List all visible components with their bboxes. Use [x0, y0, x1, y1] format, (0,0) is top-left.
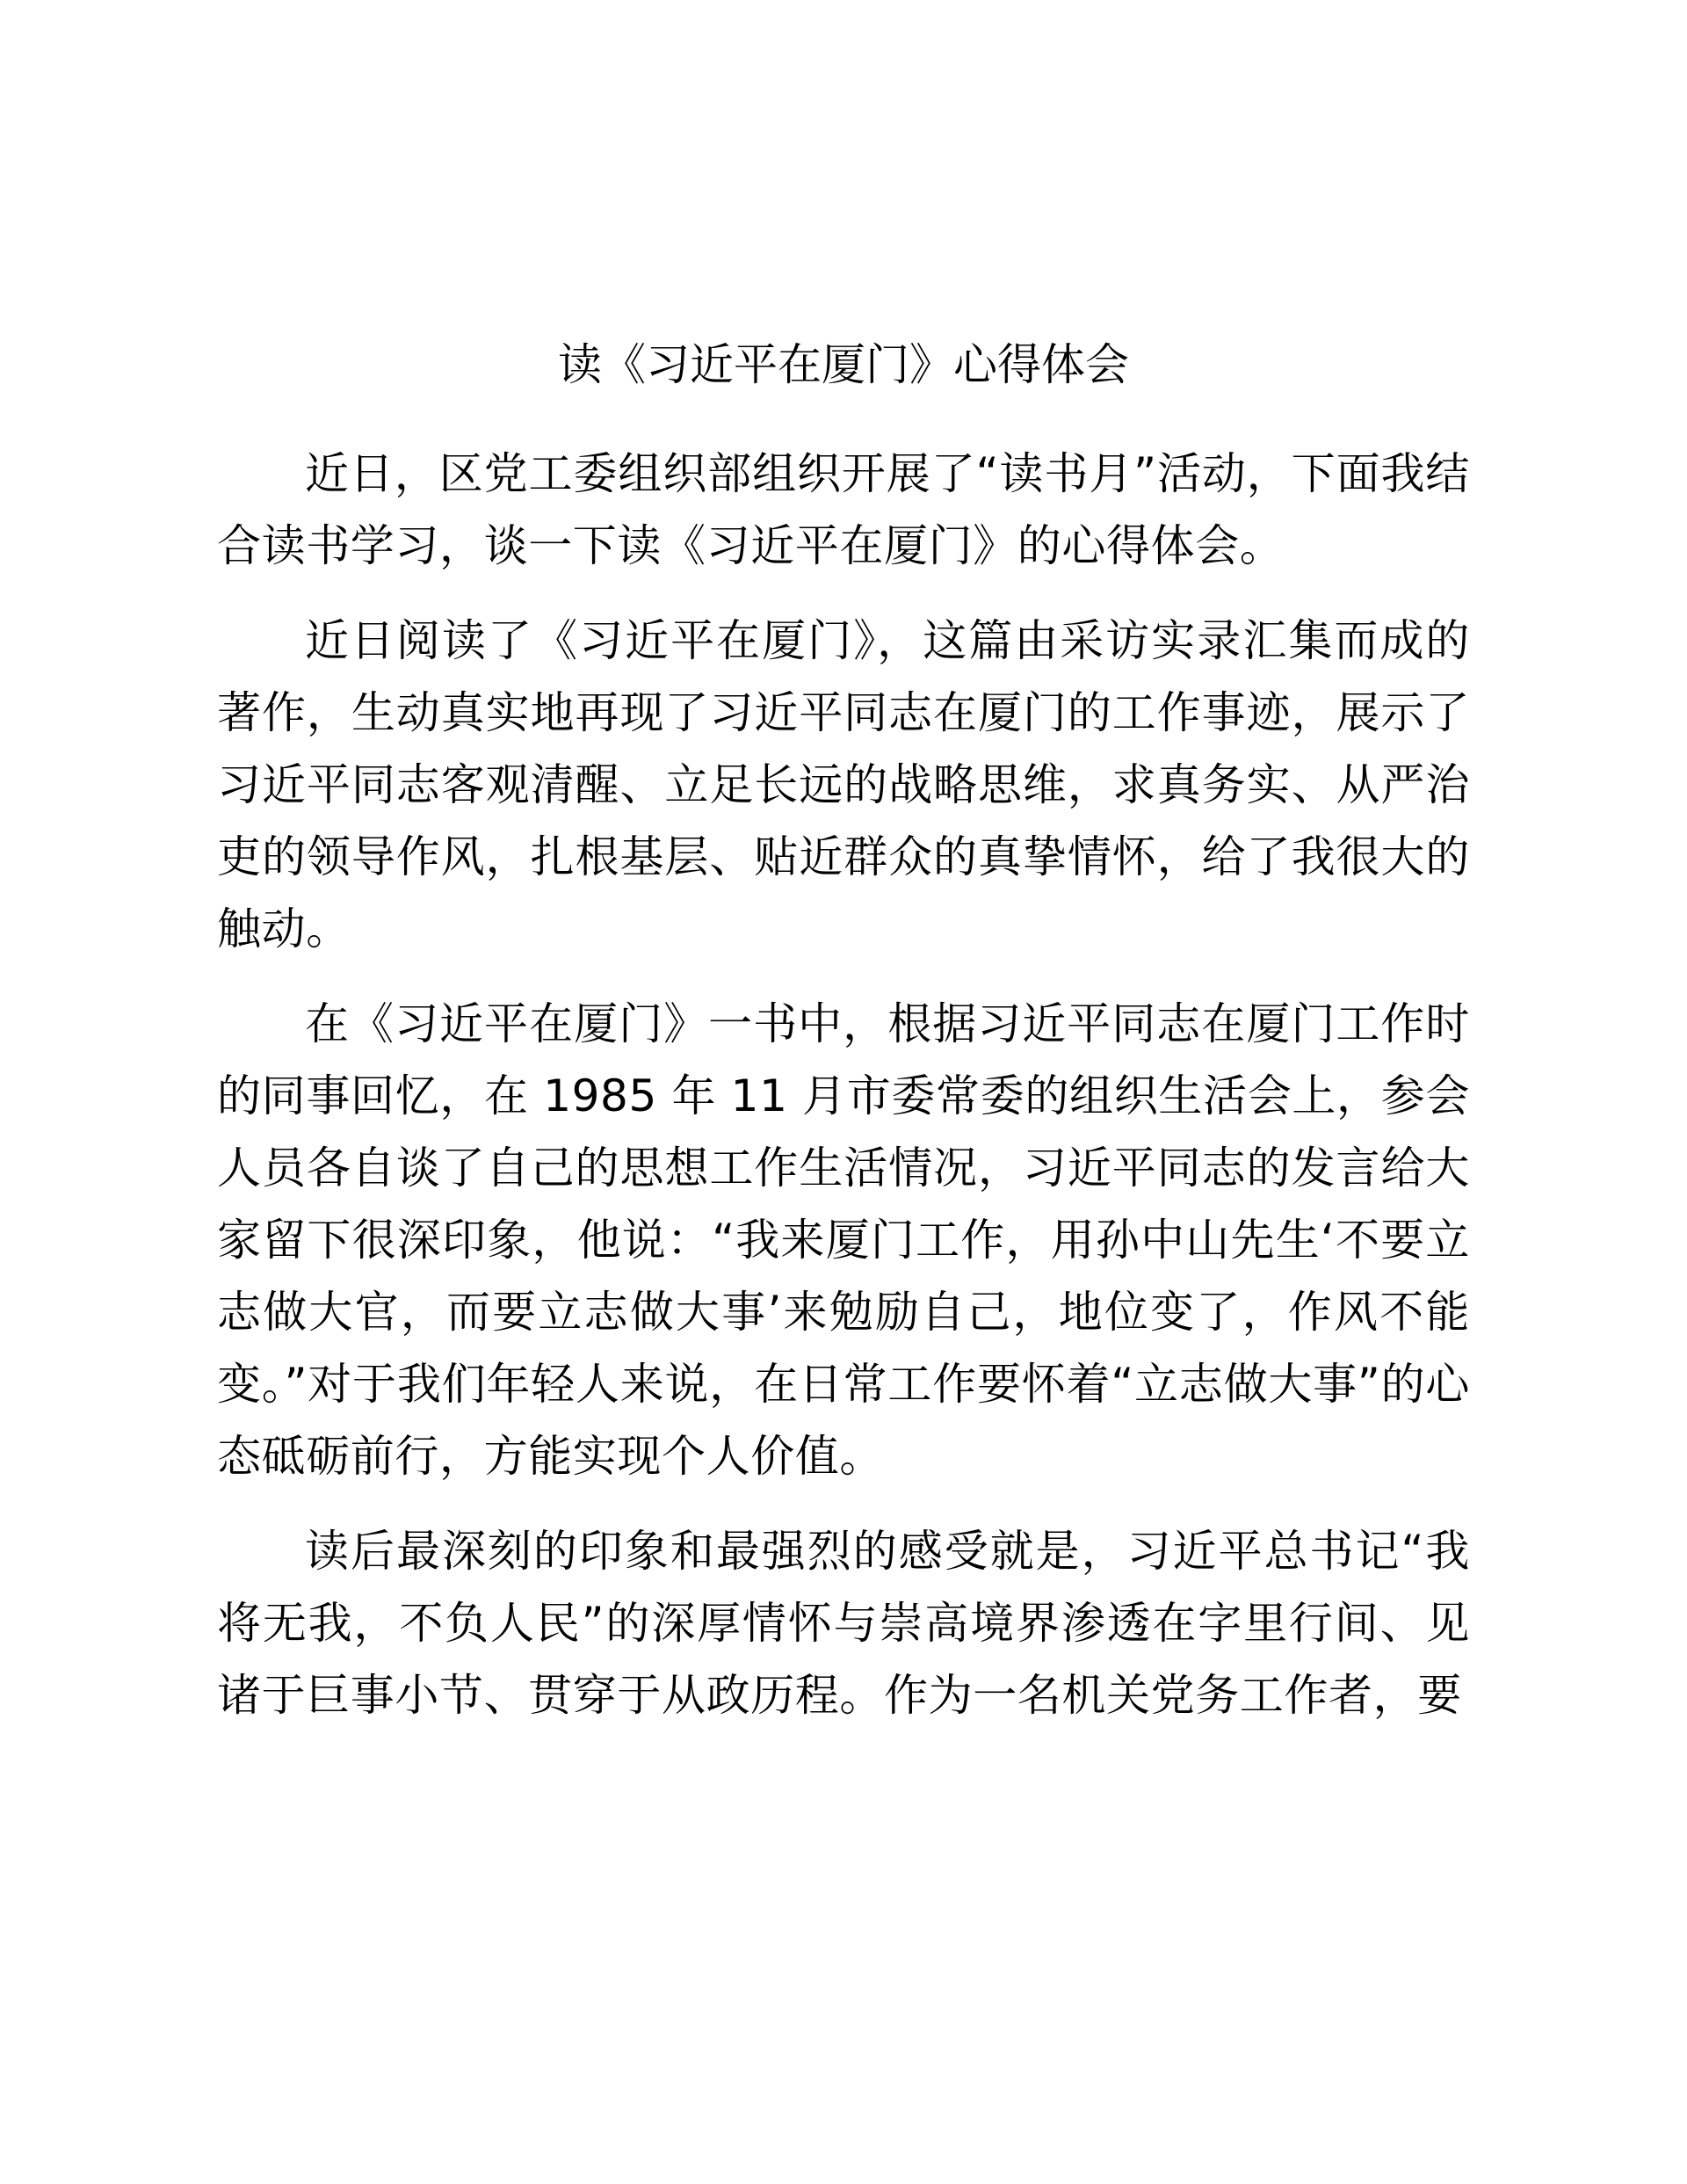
paragraph-4: 读后最深刻的印象和最强烈的感受就是，习近平总书记“我将无我，不负人民”的深厚情怀与崇高境界渗透在字里行间、见诸于巨事小节、贯穿于从政历程。作为一名机关党务工作者，要: [217, 1526, 1470, 1721]
paragraph-1: 近日，区党工委组织部组织开展了“读书月”活动，下面我结合读书学习，谈一下读《习近平在厦门》的心得体会。: [217, 448, 1470, 571]
document-body: [217, 438, 1470, 1754]
document-title: 读《习近平在厦门》心得体会: [558, 339, 1129, 390]
paragraph-3: 在《习近平在厦门》一书中，根据习近平同志在厦门工作时的同事回忆，在 1985 年 11 月市委常委的组织生活会上，参会人员各自谈了自己的思想工作生活情况，习近平同志的发言给大家留下很深印象，他说：“我来厦门工作，用孙中山先生‘不要立志做大官，而要立志做大事’来勉励自己，地位变了，作风不能变。”对于我们年轻人来说，在日常工作要怀着“立志做大事”的心态砥砺前行，方能实现个人价值。: [217, 998, 1470, 1482]
paragraph-2: 近日阅读了《习近平在厦门》，这篇由采访实录汇集而成的著作，生动真实地再现了习近平同志在厦门的工作事迹，展示了习近平同志客观清醒、立足长远的战略思维，求真务实、从严治吏的领导作风，扎根基层、贴近群众的真挚情怀，给了我很大的触动。: [217, 615, 1470, 954]
